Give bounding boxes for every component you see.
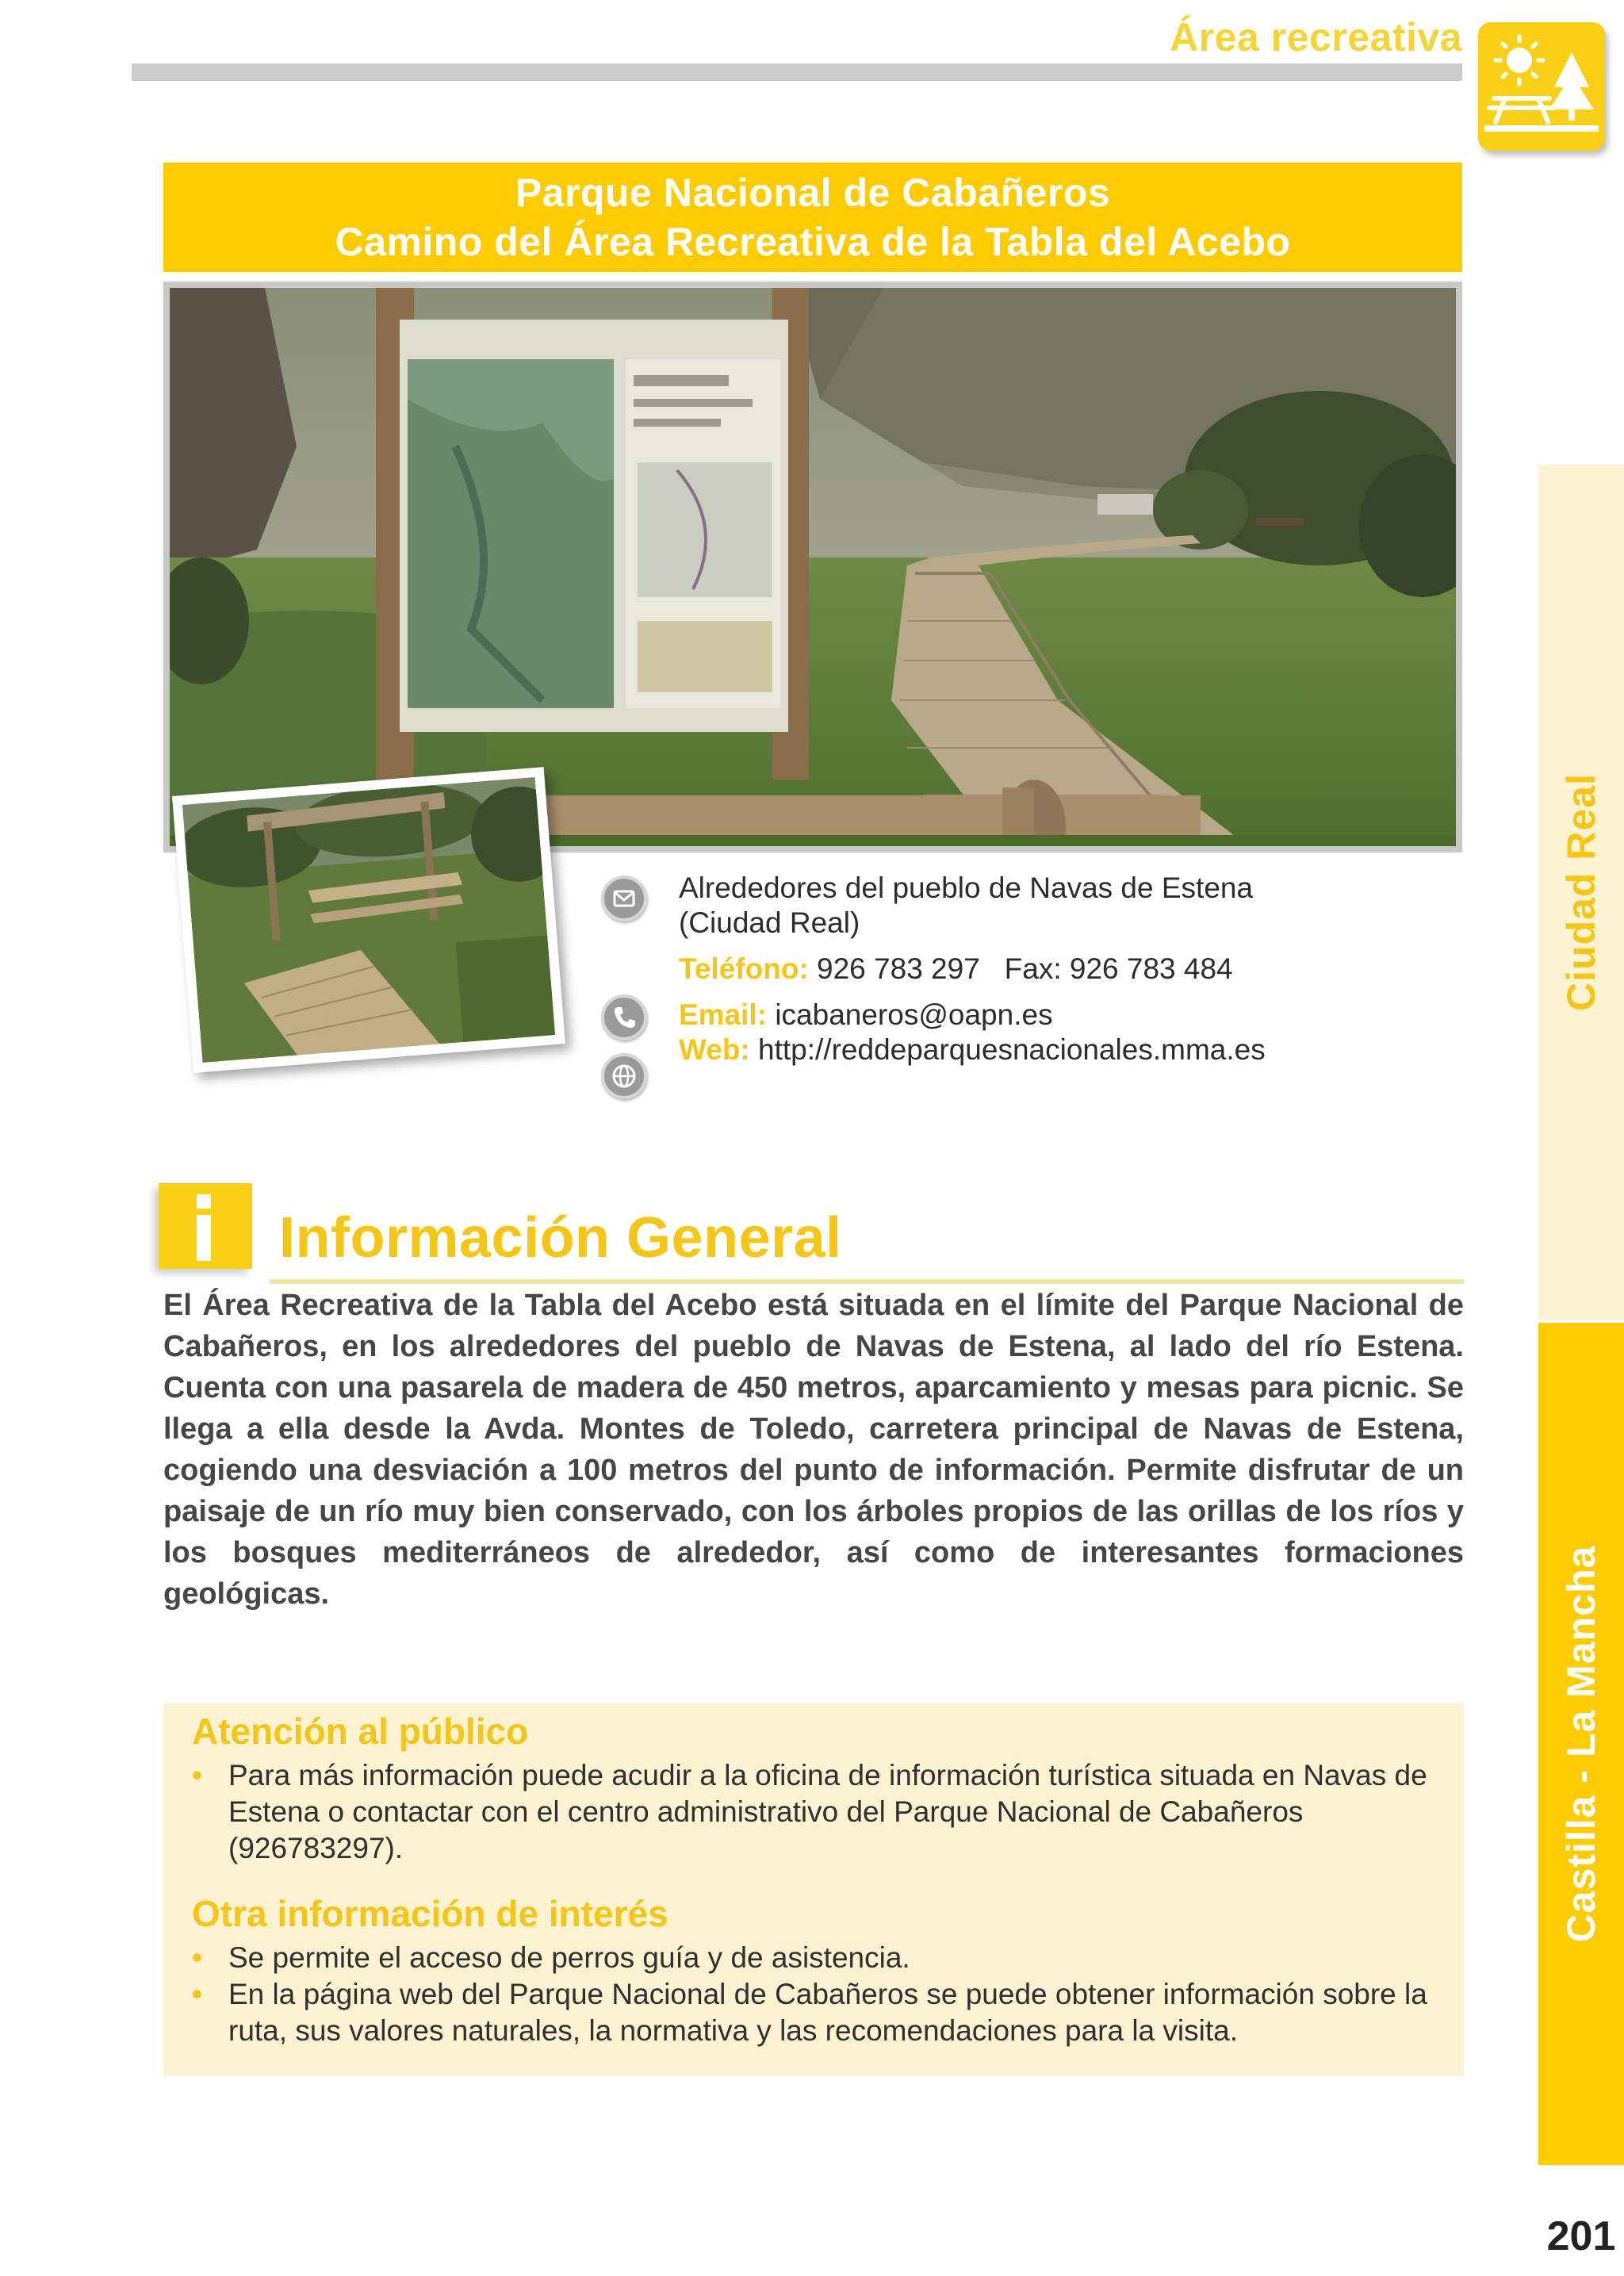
sidebar-tab-ciudad-real (1538, 465, 1624, 1320)
address-line2: (Ciudad Real) (679, 906, 860, 939)
list-item: • Se permite el acceso de perros guía y de asistencia. (192, 1941, 910, 1974)
fax-text: Fax: 926 783 484 (1004, 952, 1233, 985)
phone-value: 926 783 297 (817, 952, 980, 985)
phone-icon (601, 994, 647, 1040)
email-line (679, 998, 1440, 1033)
contact-block (679, 871, 1440, 1067)
web-label: Web: (679, 1033, 750, 1066)
email-link[interactable]: icabaneros@oapn.es (775, 998, 1053, 1031)
info-heading: Información General (279, 1206, 842, 1270)
area-badge (1478, 22, 1605, 151)
email-label: Email: (679, 998, 768, 1031)
attention-list (192, 1757, 1437, 1867)
other-list (192, 1940, 1437, 2049)
info-icon (159, 1183, 252, 1269)
title-banner (163, 163, 1462, 272)
attention-heading: Atención al público (192, 1711, 529, 1752)
sun-picnic-icon (1478, 22, 1605, 151)
boardwalk-photo (170, 288, 1456, 846)
web-line (679, 1033, 1440, 1067)
banner-title-line2: Camino del Área Recreativa de la Tabla del Acebo (335, 220, 1291, 264)
picnic-table-photo (182, 777, 555, 1063)
header-rule (132, 63, 1462, 81)
web-link[interactable]: http://reddeparquesnacionales.mma.es (758, 1033, 1266, 1066)
mail-icon (601, 876, 647, 922)
info-rule (270, 1279, 1464, 1284)
tab-label-top: Ciudad Real (1559, 773, 1603, 1011)
banner-title-line1: Parque Nacional de Cabañeros (515, 171, 1111, 215)
sidebar-tab-region (1538, 1323, 1624, 2165)
list-item: • En la página web del Parque Nacional de Cabañeros se puede obtener información sobre la ruta, sus valores naturales, la normativa y las recomendaciones para la visita. (192, 1978, 1427, 2047)
picnic-photo (172, 767, 565, 1073)
phone-label: Teléfono: (679, 952, 809, 985)
other-heading: Otra información de interés (192, 1893, 668, 1934)
page-number: 201 (1546, 2213, 1616, 2259)
tab-label-bottom: Castilla - La Mancha (1559, 1545, 1603, 1943)
list-item: • Para más información puede acudir a la oficina de información turística situada en Navas de Estena o contactar con el centro administrativo del Parque Nacional de Cabañeros (926783297). (192, 1759, 1427, 1864)
address-line1: Alrededores del pueblo de Navas de Estena (679, 872, 1254, 904)
main-photo (163, 282, 1462, 853)
attention-box (163, 1703, 1464, 2076)
web-icon (601, 1053, 647, 1099)
phone-line (679, 952, 1440, 987)
info-body: El Área Recreativa de la Tabla del Acebo está situada en el límite del Parque Nacional de Cabañeros, en los alrededores del pueblo de Navas de Estena, al lado del río Estena. Cuenta con una pasarela de madera de 450 metros, aparcamiento y mesas para picnic. Se llega a ella desde la Avda. Montes de Toledo, carretera principal de Navas de Estena, cogiendo una desviación a 100 metros del punto de información. Permite disfrutar de un paisaje de un río muy bien conservado, con los árboles propios de las orillas de los ríos y los bosques mediterráneos de alrededor, así como de interesantes formaciones geológicas. (163, 1289, 1464, 1611)
section-title: Área recreativa (1170, 15, 1462, 59)
